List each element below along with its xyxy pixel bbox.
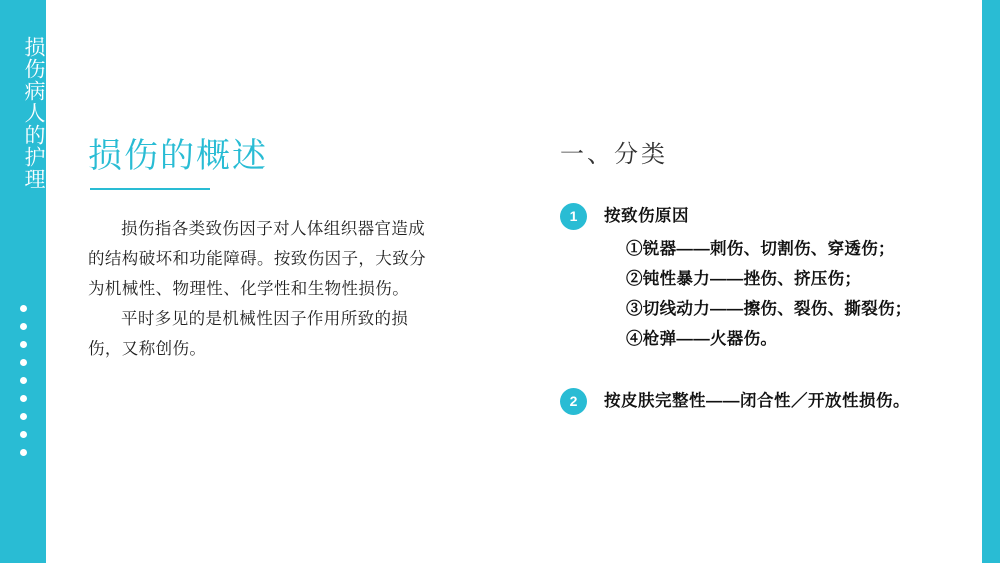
dot <box>20 323 27 330</box>
dot <box>20 413 27 420</box>
item-title: 按皮肤完整性——闭合性／开放性损伤。 <box>604 392 910 410</box>
dot <box>20 359 27 366</box>
vertical-slide-title: 损伤病人的护理 <box>22 36 45 190</box>
sub-list-item: ①锐器——刺伤、切割伤、穿透伤； <box>626 240 895 258</box>
dot <box>20 395 27 402</box>
page-title: 损伤的概述 <box>88 137 268 175</box>
overview-column <box>88 134 428 364</box>
overview-body <box>88 214 428 364</box>
dot <box>20 305 27 312</box>
paragraph: 损伤指各类致伤因子对人体组织器官造成的结构破坏和功能障碍。按致伤因子，大致分为机械性、物理性、化学性和生物性损伤。 <box>88 220 426 298</box>
classification-column <box>560 134 960 425</box>
paragraph: 平时多见的是机械性因子作用所致的损伤，又称创伤。 <box>88 310 409 358</box>
item-title: 按致伤原因 <box>604 207 689 225</box>
list-item <box>560 388 960 415</box>
list-item <box>560 203 960 354</box>
dot <box>20 341 27 348</box>
sub-list-item: ②钝性暴力——挫伤、挤压伤； <box>626 270 862 288</box>
sub-list-item: ③切线动力——擦伤、裂伤、撕裂伤； <box>626 300 912 318</box>
title-underline <box>90 188 210 190</box>
item-number-badge: 1 <box>560 203 587 230</box>
item-number-badge: 2 <box>560 388 587 415</box>
decorative-dots <box>0 305 46 467</box>
dot <box>20 431 27 438</box>
sub-list-item: ④枪弹——火器伤。 <box>626 330 778 348</box>
section-title: 一、分类 <box>560 141 668 168</box>
dot <box>20 377 27 384</box>
right-accent-band <box>982 0 1000 563</box>
dot <box>20 449 27 456</box>
sub-list <box>604 234 960 354</box>
